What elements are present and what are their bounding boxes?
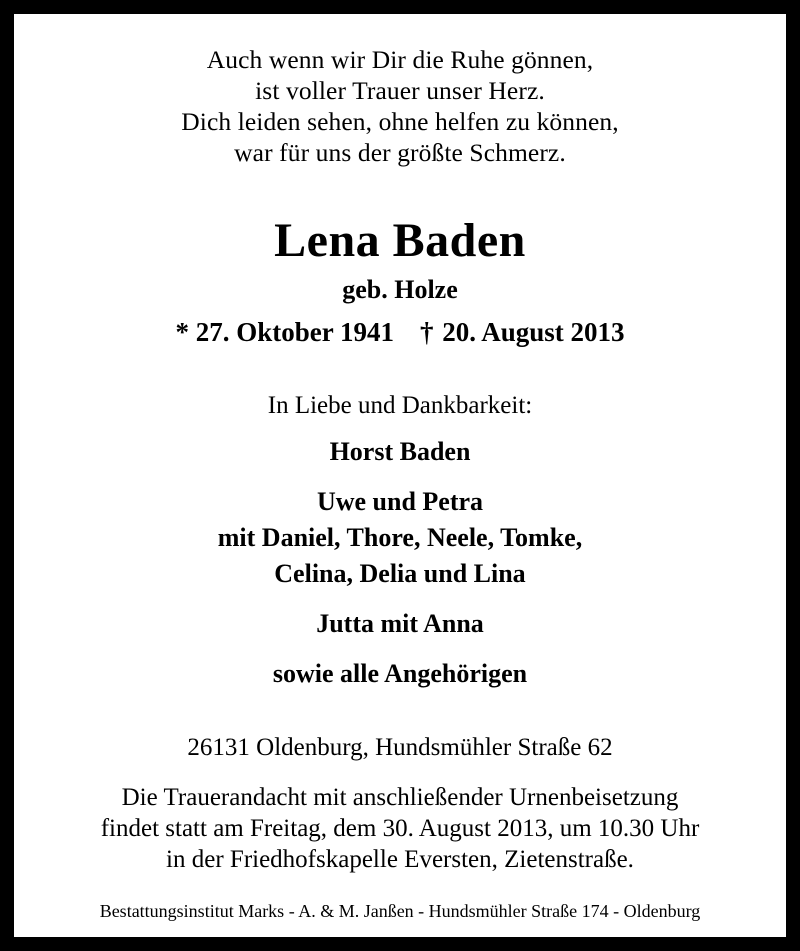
funeral-home-footer: Bestattungsinstitut Marks - A. & M. Janßen - Hundsmühler Straße 174 - Oldenburg: [99, 901, 701, 922]
dedication-text: In Liebe und Dankbarkeit:: [267, 392, 533, 420]
cross-icon: †: [419, 317, 434, 348]
birth-date: * 27. Oktober 1941: [175, 317, 394, 348]
family-line: Uwe und Petra: [316, 487, 484, 517]
family-line: Jutta mit Anna: [316, 609, 484, 639]
service-line-3: in der Friedhofskapelle Eversten, Zietenstraße.: [166, 846, 634, 874]
death-date-group: [420, 317, 625, 348]
memorial-verse: [181, 44, 618, 168]
family-line: Horst Baden: [329, 437, 471, 467]
maiden-name: geb. Holze: [342, 275, 458, 305]
family-group: [218, 434, 582, 470]
family-list: [218, 434, 582, 692]
verse-line-3: Dich leiden sehen, ohne helfen zu können,: [181, 107, 619, 136]
address-line: 26131 Oldenburg, Hundsmühler Straße 62: [187, 734, 613, 762]
family-line: Celina, Delia und Lina: [274, 559, 526, 589]
family-group: [218, 484, 582, 592]
verse-line-4: war für uns der größte Schmerz.: [234, 138, 566, 167]
verse-line-2: ist voller Trauer unser Herz.: [255, 76, 545, 105]
life-dates: [175, 317, 624, 348]
family-group: [218, 656, 582, 692]
family-group: [218, 606, 582, 642]
service-line-2: findet statt am Freitag, dem 30. August 2013, um 10.30 Uhr: [100, 815, 700, 843]
family-line: sowie alle Angehörigen: [272, 659, 528, 689]
service-line-1: Die Trauerandacht mit anschließender Urnenbeisetzung: [121, 784, 679, 812]
verse-line-1: Auch wenn wir Dir die Ruhe gönnen,: [206, 45, 594, 74]
family-line: mit Daniel, Thore, Neele, Tomke,: [217, 523, 583, 553]
service-details: [101, 782, 700, 875]
obituary-card: [14, 14, 786, 937]
deceased-name: Lena Baden: [274, 214, 526, 267]
death-date: 20. August 2013: [442, 317, 625, 348]
